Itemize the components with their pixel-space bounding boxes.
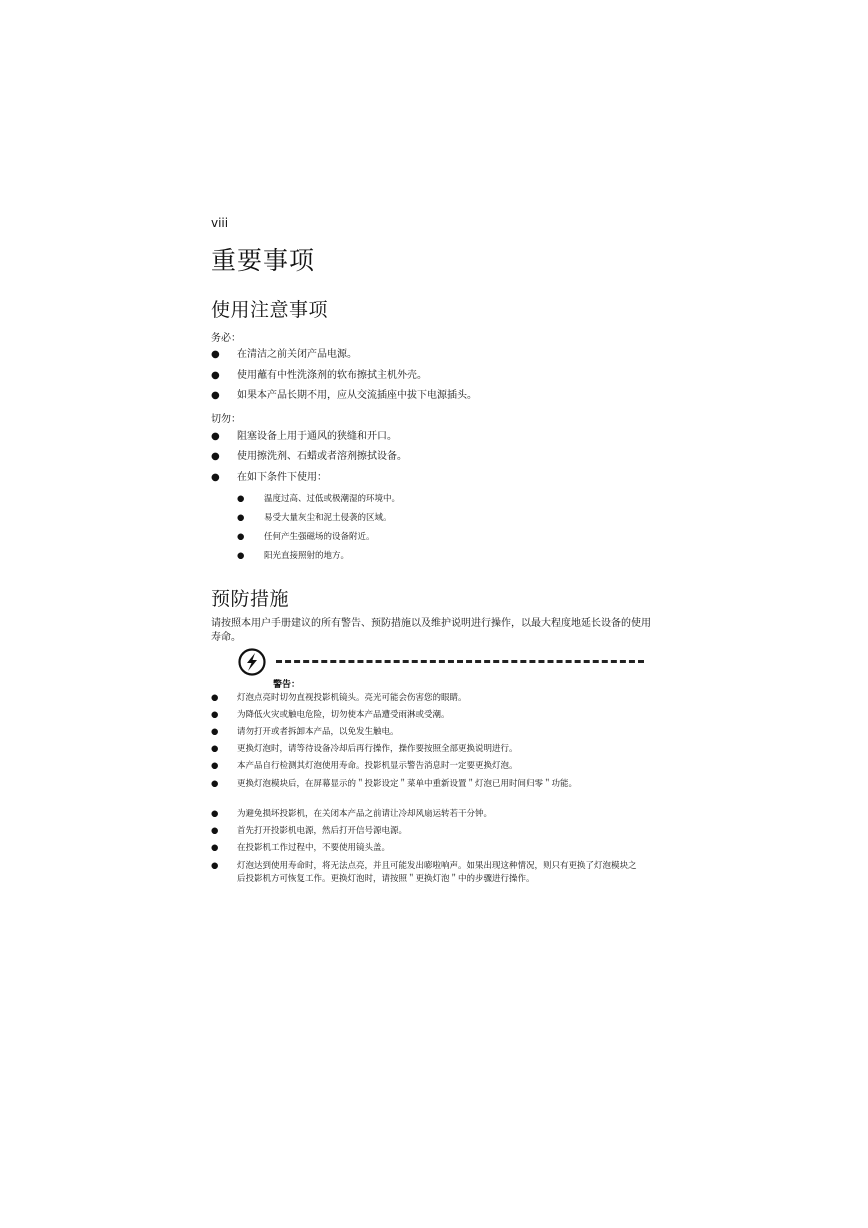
list-item-text: 在如下条件下使用： [237,472,327,483]
dont-label: 切勿： [211,414,241,425]
warning-divider [276,660,644,663]
warning-text: 为降低火灾或触电危险，切勿使本产品遭受雨淋或受潮。 [237,710,450,720]
bullet: ● [211,472,220,483]
warning-text: 本产品自行检测其灯泡使用寿命。投影机显示警告消息时一定要更换灯泡。 [237,761,518,771]
bullet: ● [211,710,219,720]
bullet: ● [211,349,220,360]
list-item-text: 温度过高、过低或极潮湿的环境中。 [264,494,401,504]
bullet: ● [211,370,220,381]
bullet: ● [211,744,219,754]
section-intro: 请按照本用户手册建议的所有警告、预防措施以及维护说明进行操作，以最大程度地延长设备的使用寿命。 [211,618,651,643]
warning-text: 灯泡达到使用寿命时，将无法点亮，并且可能发出嘭啦响声。如果出现这种情况，则只有更换了灯泡模块之后投影机方可恢复工作。更换灯泡时，请按照＂更换灯泡＂中的步骤进行操作。 [237,861,637,884]
page-title: 重要事项 [211,246,316,275]
bullet: ● [211,390,220,401]
bullet: ● [211,451,220,462]
list-item-text: 使用蘸有中性洗涤剂的软布擦拭主机外壳。 [237,370,427,381]
warning-text: 在投影机工作过程中，不要使用镜头盖。 [237,843,391,853]
warning-text: 为避免损坏投影机，在关闭本产品之前请让冷却风扇运转若干分钟。 [237,809,493,819]
bullet: ● [237,532,245,542]
list-item-text: 在清洁之前关闭产品电源。 [237,349,357,360]
bullet: ● [237,494,245,504]
lightning-bolt-in-circle-icon [238,648,266,676]
list-item-text: 阳光直接照射的地方。 [264,551,350,561]
warning-text: 更换灯泡时，请等待设备冷却后再行操作，操作要按照全部更换说明进行。 [237,744,518,754]
bullet: ● [237,551,245,561]
bullet: ● [211,826,219,836]
list-item-text: 使用擦洗剂、石蜡或者溶剂擦拭设备。 [237,451,407,462]
bullet: ● [211,779,219,789]
list-item-text: 易受大量灰尘和泥土侵袭的区域。 [264,513,392,523]
warning-text: 灯泡点亮时切勿直视投影机镜头。亮光可能会伤害您的眼睛。 [237,693,467,703]
warning-label: 警告： [273,680,301,690]
warning-text: 更换灯泡模块后，在屏幕显示的＂投影设定＂菜单中重新设置＂灯泡已用时间归零＂功能。 [237,779,578,789]
list-item-text: 阻塞设备上用于通风的狭缝和开口。 [237,431,397,442]
bullet: ● [237,513,245,523]
bullet: ● [211,809,219,819]
must-label: 务必： [211,333,241,344]
bullet: ● [211,727,219,737]
bullet: ● [211,761,219,771]
bullet: ● [211,861,219,871]
warning-text: 首先打开投影机电源，然后打开信号源电源。 [237,826,408,836]
bullet: ● [211,431,220,442]
bullet: ● [211,843,219,853]
bullet: ● [211,693,219,703]
list-item-text: 任何产生强磁场的设备附近。 [264,532,375,542]
section-heading-precautions: 预防措施 [211,588,290,610]
warning-text: 请勿打开或者拆卸本产品，以免发生触电。 [237,727,399,737]
page-number: viii [211,216,229,230]
list-item-text: 如果本产品长期不用，应从交流插座中拔下电源插头。 [237,390,477,401]
section-heading-usage: 使用注意事项 [211,299,329,321]
